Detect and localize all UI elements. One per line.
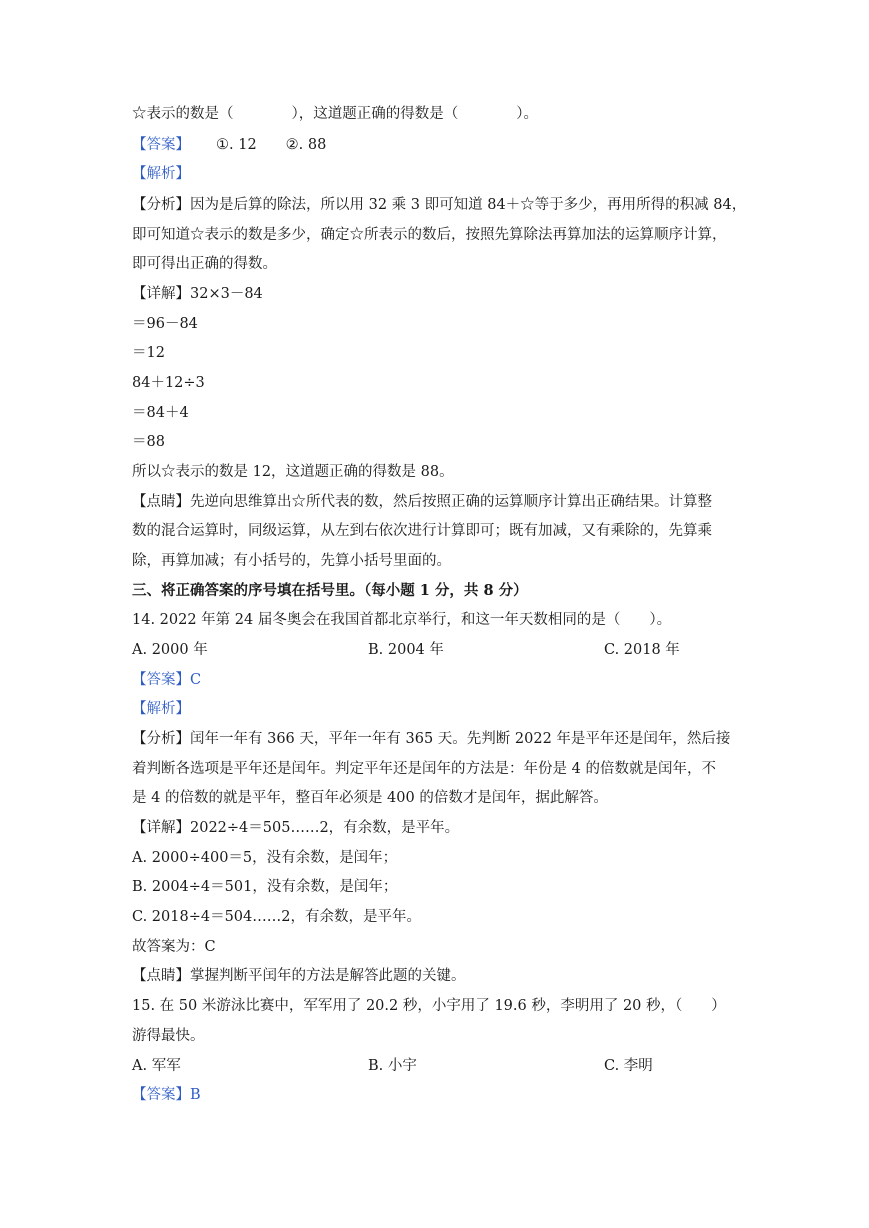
q13-fenxi-line: 【分析】因为是后算的除法，所以用 32 乘 3 即可知道 84＋☆等于多少，再用所得的积减 84， xyxy=(132,197,747,213)
q13-xiangjie-line: 84＋12÷3 xyxy=(132,375,205,391)
q15-stem-line: 游得最快。 xyxy=(132,1028,205,1044)
q14-fenxi-line: 着判断各选项是平年还是闰年。判定平年还是闰年的方法是：年份是 4 的倍数就是闰年，不 xyxy=(132,761,716,777)
q15-answer: 【答案】B xyxy=(132,1087,201,1103)
q14-answer: 【答案】C xyxy=(132,672,202,688)
answer-values: ①. 12 ②. 88 xyxy=(216,137,327,153)
q13-dianjing-line: 除，再算加减；有小括号的，先算小括号里面的。 xyxy=(132,553,451,569)
q14-option-a: A. 2000 年 xyxy=(132,642,208,658)
q14-xiangjie-line: 故答案为：C xyxy=(132,939,216,955)
q13-xiangjie-line: 【详解】32×3－84 xyxy=(132,286,263,302)
section-heading: 三、将正确答案的序号填在括号里。（每小题 1 分，共 8 分） xyxy=(132,582,528,599)
q14-fenxi-line: 【分析】闰年一年有 366 天，平年一年有 365 天。先判断 2022 年是平年还是闰年，然后接 xyxy=(132,731,731,747)
q13-xiangjie-line: 所以☆表示的数是 12，这道题正确的得数是 88。 xyxy=(132,464,454,480)
q13-xiangjie-line: ＝84＋4 xyxy=(132,405,189,421)
q13-dianjing-line: 【点睛】先逆向思维算出☆所代表的数，然后按照正确的运算顺序计算出正确结果。计算整 xyxy=(132,494,712,510)
q14-xiangjie-line: 【详解】2022÷4＝505……2，有余数，是平年。 xyxy=(132,820,460,836)
q14-analysis-tag: 【解析】 xyxy=(132,701,190,717)
q14-xiangjie-line: A. 2000÷400＝5，没有余数，是闰年； xyxy=(132,850,398,866)
q15-option-c: C. 李明 xyxy=(604,1058,653,1074)
q14-xiangjie-line: C. 2018÷4＝504……2，有余数，是平年。 xyxy=(132,909,421,925)
q15-option-a: A. 军军 xyxy=(132,1058,181,1074)
q13-answer-line xyxy=(132,135,326,155)
q14-option-c: C. 2018 年 xyxy=(604,642,680,658)
q15-option-b: B. 小宇 xyxy=(368,1058,417,1074)
q13-xiangjie-line: ＝12 xyxy=(132,345,165,361)
q14-option-b: B. 2004 年 xyxy=(368,642,444,658)
q14-dianjing-line: 【点睛】掌握判断平闰年的方法是解答此题的关键。 xyxy=(132,968,466,984)
q13-fenxi-line: 即可知道☆表示的数是多少，确定☆所表示的数后，按照先算除法再算加法的运算顺序计算， xyxy=(132,227,727,243)
answer-tag: 【答案】 xyxy=(132,137,190,153)
q14-fenxi-line: 是 4 的倍数的就是平年，整百年必须是 400 的倍数才是闰年，据此解答。 xyxy=(132,790,608,806)
q13-xiangjie-line: ＝96－84 xyxy=(132,316,198,332)
q14-stem: 14. 2022 年第 24 届冬奥会在我国首都北京举行，和这一年天数相同的是（ ）。 xyxy=(132,612,672,628)
q13-xiangjie-line: ＝88 xyxy=(132,434,165,450)
q13-prompt-line: ☆表示的数是（ ），这道题正确的得数是（ ）。 xyxy=(132,106,538,122)
q13-fenxi-line: 即可得出正确的得数。 xyxy=(132,256,277,272)
q14-xiangjie-line: B. 2004÷4＝501，没有余数，是闰年； xyxy=(132,879,398,895)
q13-analysis-tag: 【解析】 xyxy=(132,166,190,182)
q13-dianjing-line: 数的混合运算时，同级运算，从左到右依次进行计算即可；既有加减，又有乘除的，先算乘 xyxy=(132,523,712,539)
q15-stem-line: 15. 在 50 米游泳比赛中，军军用了 20.2 秒，小宇用了 19.6 秒，李明用了 20 秒，（ ） xyxy=(132,998,726,1014)
